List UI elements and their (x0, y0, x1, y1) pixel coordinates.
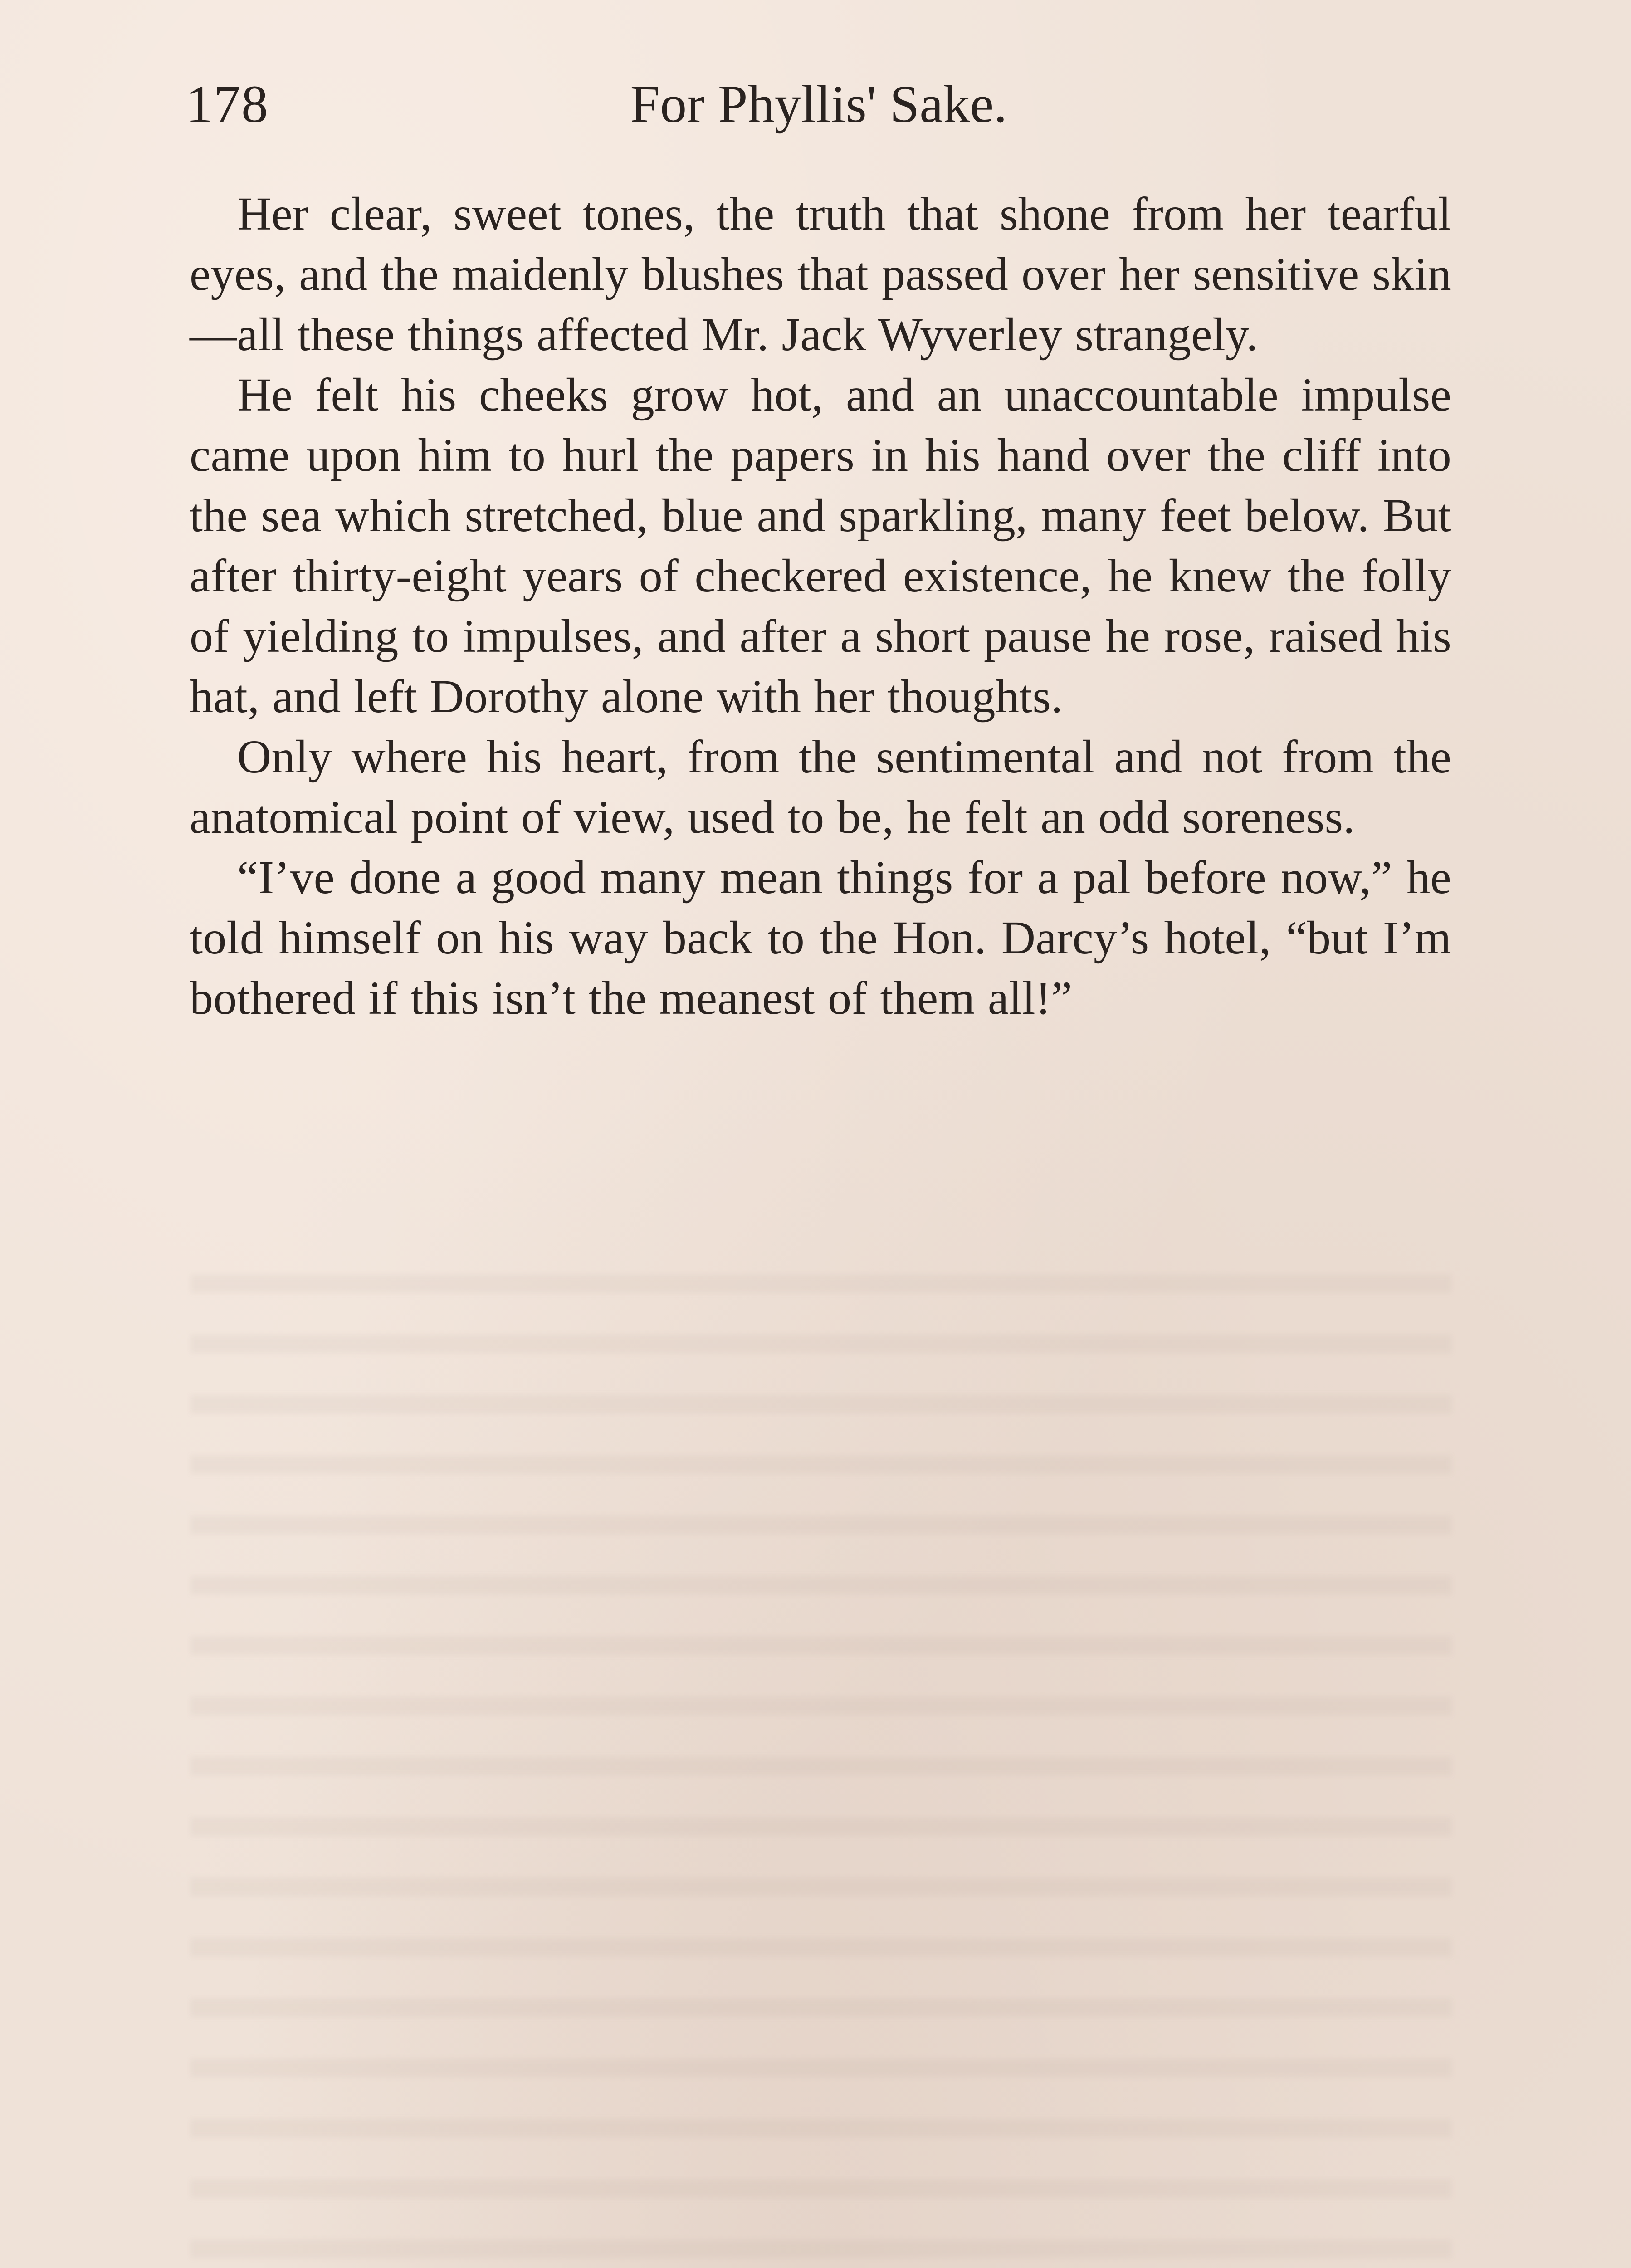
running-head (186, 68, 1451, 141)
page-number: 178 (186, 74, 269, 134)
book-title: For Phyllis' Sake. (630, 74, 1007, 134)
paragraph-1: Her clear, sweet tones, the truth that shone from her tearful eyes, and the maidenly blushes that passed over her sensitive skin—all these things affected Mr. Jack Wyverley strangely. (190, 188, 1451, 361)
paragraph-4: “I’ve done a good many mean things for a pal before now,” he told himself on his way back to the Hon. Darcy’s hotel, “but I’m bothered if this isn’t the meanest of them all!” (190, 851, 1451, 1024)
paragraph-2: He felt his cheeks grow hot, and an unaccountable impulse came upon him to hurl the papers in his hand over the cliff into the sea which stretched, blue and sparkling, many feet below. But after thirty-eight years of checkered existence, he knew the folly of yielding to impulses, and after a short pause he rose, raised his hat, and left Dorothy alone with her thoughts. (190, 369, 1451, 723)
paragraph-3: Only where his heart, from the sentimental and not from the anatomical point of view, used to be, he felt an odd soreness. (190, 731, 1451, 843)
body-text (190, 184, 1451, 1028)
reverse-side-show-through (190, 1247, 1451, 2268)
